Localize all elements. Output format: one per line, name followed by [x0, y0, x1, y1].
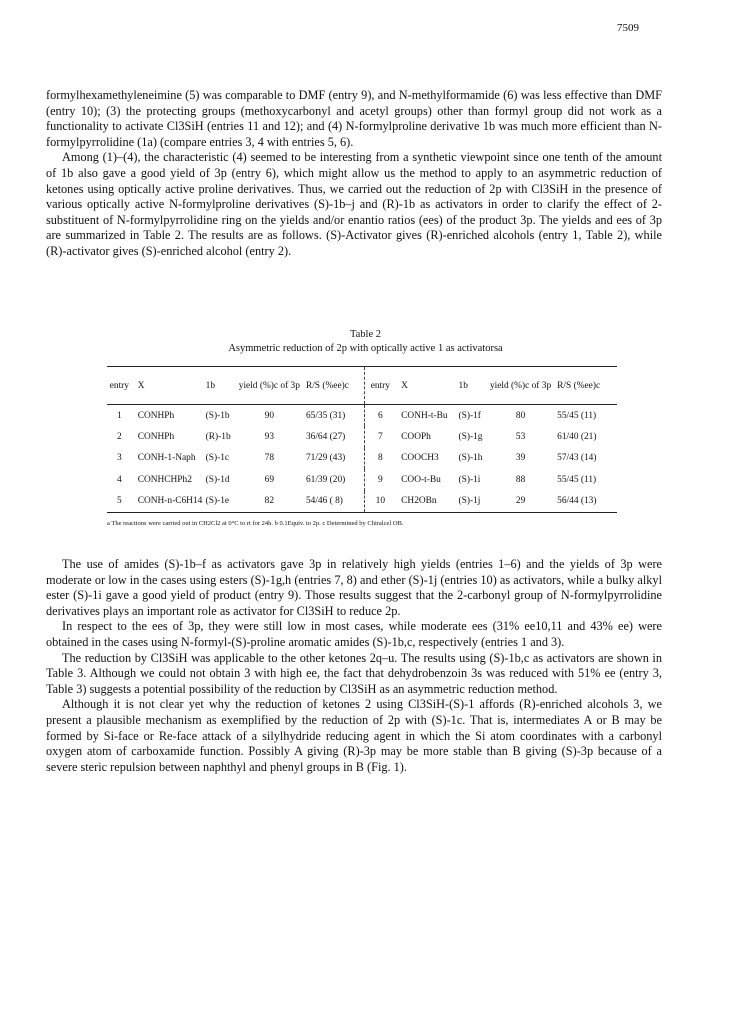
cell-rs: 36/64 (27): [300, 426, 365, 448]
table-row: [107, 448, 617, 470]
cell-entry: 10: [375, 496, 386, 506]
header-yield: yield (%)c of 3p: [238, 380, 300, 391]
cell-entry: 8: [377, 453, 383, 464]
cell-rs: 56/44 (13): [557, 496, 597, 506]
cell-x: CONH-n-C6H14: [137, 496, 203, 506]
cell-activator: (S)-1c: [205, 453, 230, 464]
results-table: [107, 366, 617, 527]
table-header-row: [107, 367, 617, 405]
cell-entry: 7: [377, 431, 383, 442]
cell-activator: (S)-1h: [458, 453, 483, 464]
header-activator: 1b: [205, 380, 216, 391]
cell-entry: 4: [117, 474, 122, 485]
cell-activator: (S)-1j: [458, 496, 481, 506]
header-x: X: [401, 380, 408, 391]
paragraph: Among (1)–(4), the characteristic (4) seemed to be interesting from a synthetic viewpoint since one tenth of the amount of 1b also gave a good yield of 3p (entry 6), which might allow us the method to apply to an asymmetric reduction of ketones using optically active proline derivatives. Thus, we carried out the reduction of 2p with Cl3SiH in the presence of various optically active N-formylproline derivatives (S)-1b–j and (R)-1b as activators in order to clarify the effect of 2-substituent of N-formylpyrrolidine ring on the yields and/or enantio ratios (ees) of the product 3p. The yields and ees of 3p are summarized in Table 2. The results are as follows. (S)-Activator gives (R)-enriched alcohols (entry 1, Table 2), while (R)-activator gives (S)-enriched alcohol (entry 2).: [46, 150, 662, 258]
cell-x: CONHPh: [137, 410, 175, 421]
cell-rs: 65/35 (31): [300, 405, 365, 427]
cell-entry: 2: [117, 431, 122, 442]
table-label: Table 2: [349, 329, 382, 340]
cell-rs: 55/45 (11): [557, 474, 597, 485]
cell-x: CONH-t-Bu: [401, 410, 448, 421]
cell-x: COOPh: [401, 431, 431, 442]
cell-yield: 93: [264, 431, 275, 442]
cell-x: CONH-1-Naph: [137, 453, 196, 464]
paragraph: The reduction by Cl3SiH was applicable to the other ketones 2q–u. The results using (S)-1b,c as activators are shown in Table 3. Although we could not obtain 3 with high ee, the fact that dehydrobenzoin 3s was reduced with 51% ee (entry 3, Table 3) suggests a potential possibility of the reduction by Cl3SiH as an asymmetric reduction method.: [46, 650, 662, 696]
cell-yield: 88: [515, 474, 526, 485]
table-row: [107, 491, 617, 513]
paragraph: Although it is not clear yet why the reduction of ketones 2 using Cl3SiH-(S)-1 affords (R)-enriched alcohols 3, we present a plausible mechanism as exemplified by the reduction of 2p with (S)-1c. That is, intermediates A or B may be formed by Si-face or Re-face attack of a silylhydride reducing agent in which the Si atom coordinates with a carbonyl oxygen atom of carboxamide function. Possibly A giving (R)-3p may be more stable than B giving (S)-3p because of a severe steric repulsion between naphthyl and phenyl groups in B (Fig. 1).: [46, 697, 662, 774]
paragraph: formylhexamethyleneimine (5) was comparable to DMF (entry 9), and N-methylformamide (6) was less effective than DMF (entry 10); (3) the protecting groups (methoxycarbonyl and acetyl groups) other than formyl group did not work as a functionality to activate Cl3SiH (entries 11 and 12); and (4) N-formylproline derivative 1b was much more efficient than N-formylpyrrolidine (1a) (compare entries 3, 4 with entries 5, 6).: [46, 88, 662, 149]
discussion-text-block: [46, 557, 662, 775]
header-rs: R/S (%ee)c: [300, 367, 365, 405]
cell-yield: 53: [515, 431, 526, 442]
page-number: 7509: [617, 22, 639, 34]
cell-x: CONHPh: [137, 431, 175, 442]
table-footnote: a The reactions were carried out in CH2Cl2 at 0°C to rt for 24h. b 0.1Equiv. to 2p. c Determined by Chiralcel OB.: [107, 519, 404, 527]
cell-entry: 9: [377, 474, 383, 485]
header-x: X: [137, 380, 145, 391]
cell-entry: 1: [117, 410, 122, 421]
cell-x: CONHCHPh2: [137, 474, 192, 485]
table-row: [107, 426, 617, 448]
paragraph: The use of amides (S)-1b–f as activators gave 3p in relatively high yields (entries 1–6) and the yields of 3p were moderate or low in the cases using esters (S)-1g,h (entries 7, 8) and ether (S)-1j (entries 10) as activators, while a bulky alkyl ester (S)-1i gave a good yield of product (entry 9). Those results suggest that the 2-carbonyl group of N-formylpyrrolidine derivatives plays an important role as activator for Cl3SiH to reduce 2p.: [46, 557, 662, 618]
paragraph: In respect to the ees of 3p, they were still low in most cases, while moderate ees (31% ee10,11 and 43% ee) were obtained in the cases using N-formyl-(S)-proline aromatic amides (S)-1b,c, respectively (entries 1 and 3).: [46, 619, 662, 649]
table-row: [107, 405, 617, 427]
cell-activator: (S)-1d: [205, 474, 230, 485]
cell-activator: (S)-1e: [205, 496, 230, 506]
cell-yield: 69: [264, 474, 275, 485]
table-title: Asymmetric reduction of 2p with optically active 1 as activatorsa: [228, 343, 503, 354]
cell-activator: (S)-1g: [458, 431, 483, 442]
header-rs: R/S (%ee)c: [557, 380, 601, 391]
header-entry: entry: [109, 380, 129, 391]
cell-x: COOCH3: [401, 453, 439, 464]
cell-entry: 6: [377, 410, 383, 421]
intro-text-block: [46, 88, 662, 260]
cell-yield: 82: [264, 496, 275, 506]
cell-yield: 39: [515, 453, 526, 464]
table-row: [107, 469, 617, 491]
cell-yield: 78: [264, 453, 275, 464]
cell-rs: 61/39 (20): [300, 469, 365, 491]
cell-entry: 5: [117, 496, 122, 506]
cell-activator: (S)-1b: [205, 410, 230, 421]
header-entry: entry: [370, 380, 390, 391]
cell-rs: 61/40 (21): [557, 431, 597, 442]
cell-rs: 71/29 (43): [300, 448, 365, 470]
cell-yield: 80: [515, 410, 526, 421]
cell-activator: (S)-1f: [458, 410, 481, 421]
cell-rs: 55/45 (11): [557, 410, 597, 421]
header-yield: yield (%)c of 3p: [489, 380, 552, 391]
cell-rs: 54/46 ( 8): [300, 491, 365, 513]
cell-yield: 90: [264, 410, 275, 421]
cell-x: CH2OBn: [401, 496, 437, 506]
header-activator: 1b: [458, 380, 468, 391]
cell-activator: (R)-1b: [205, 431, 231, 442]
cell-x: COO-t-Bu: [401, 474, 441, 485]
cell-yield: 29: [515, 496, 526, 506]
cell-activator: (S)-1i: [458, 474, 481, 485]
table-caption: [0, 328, 731, 356]
cell-entry: 3: [117, 453, 122, 464]
cell-rs: 57/43 (14): [557, 453, 597, 464]
